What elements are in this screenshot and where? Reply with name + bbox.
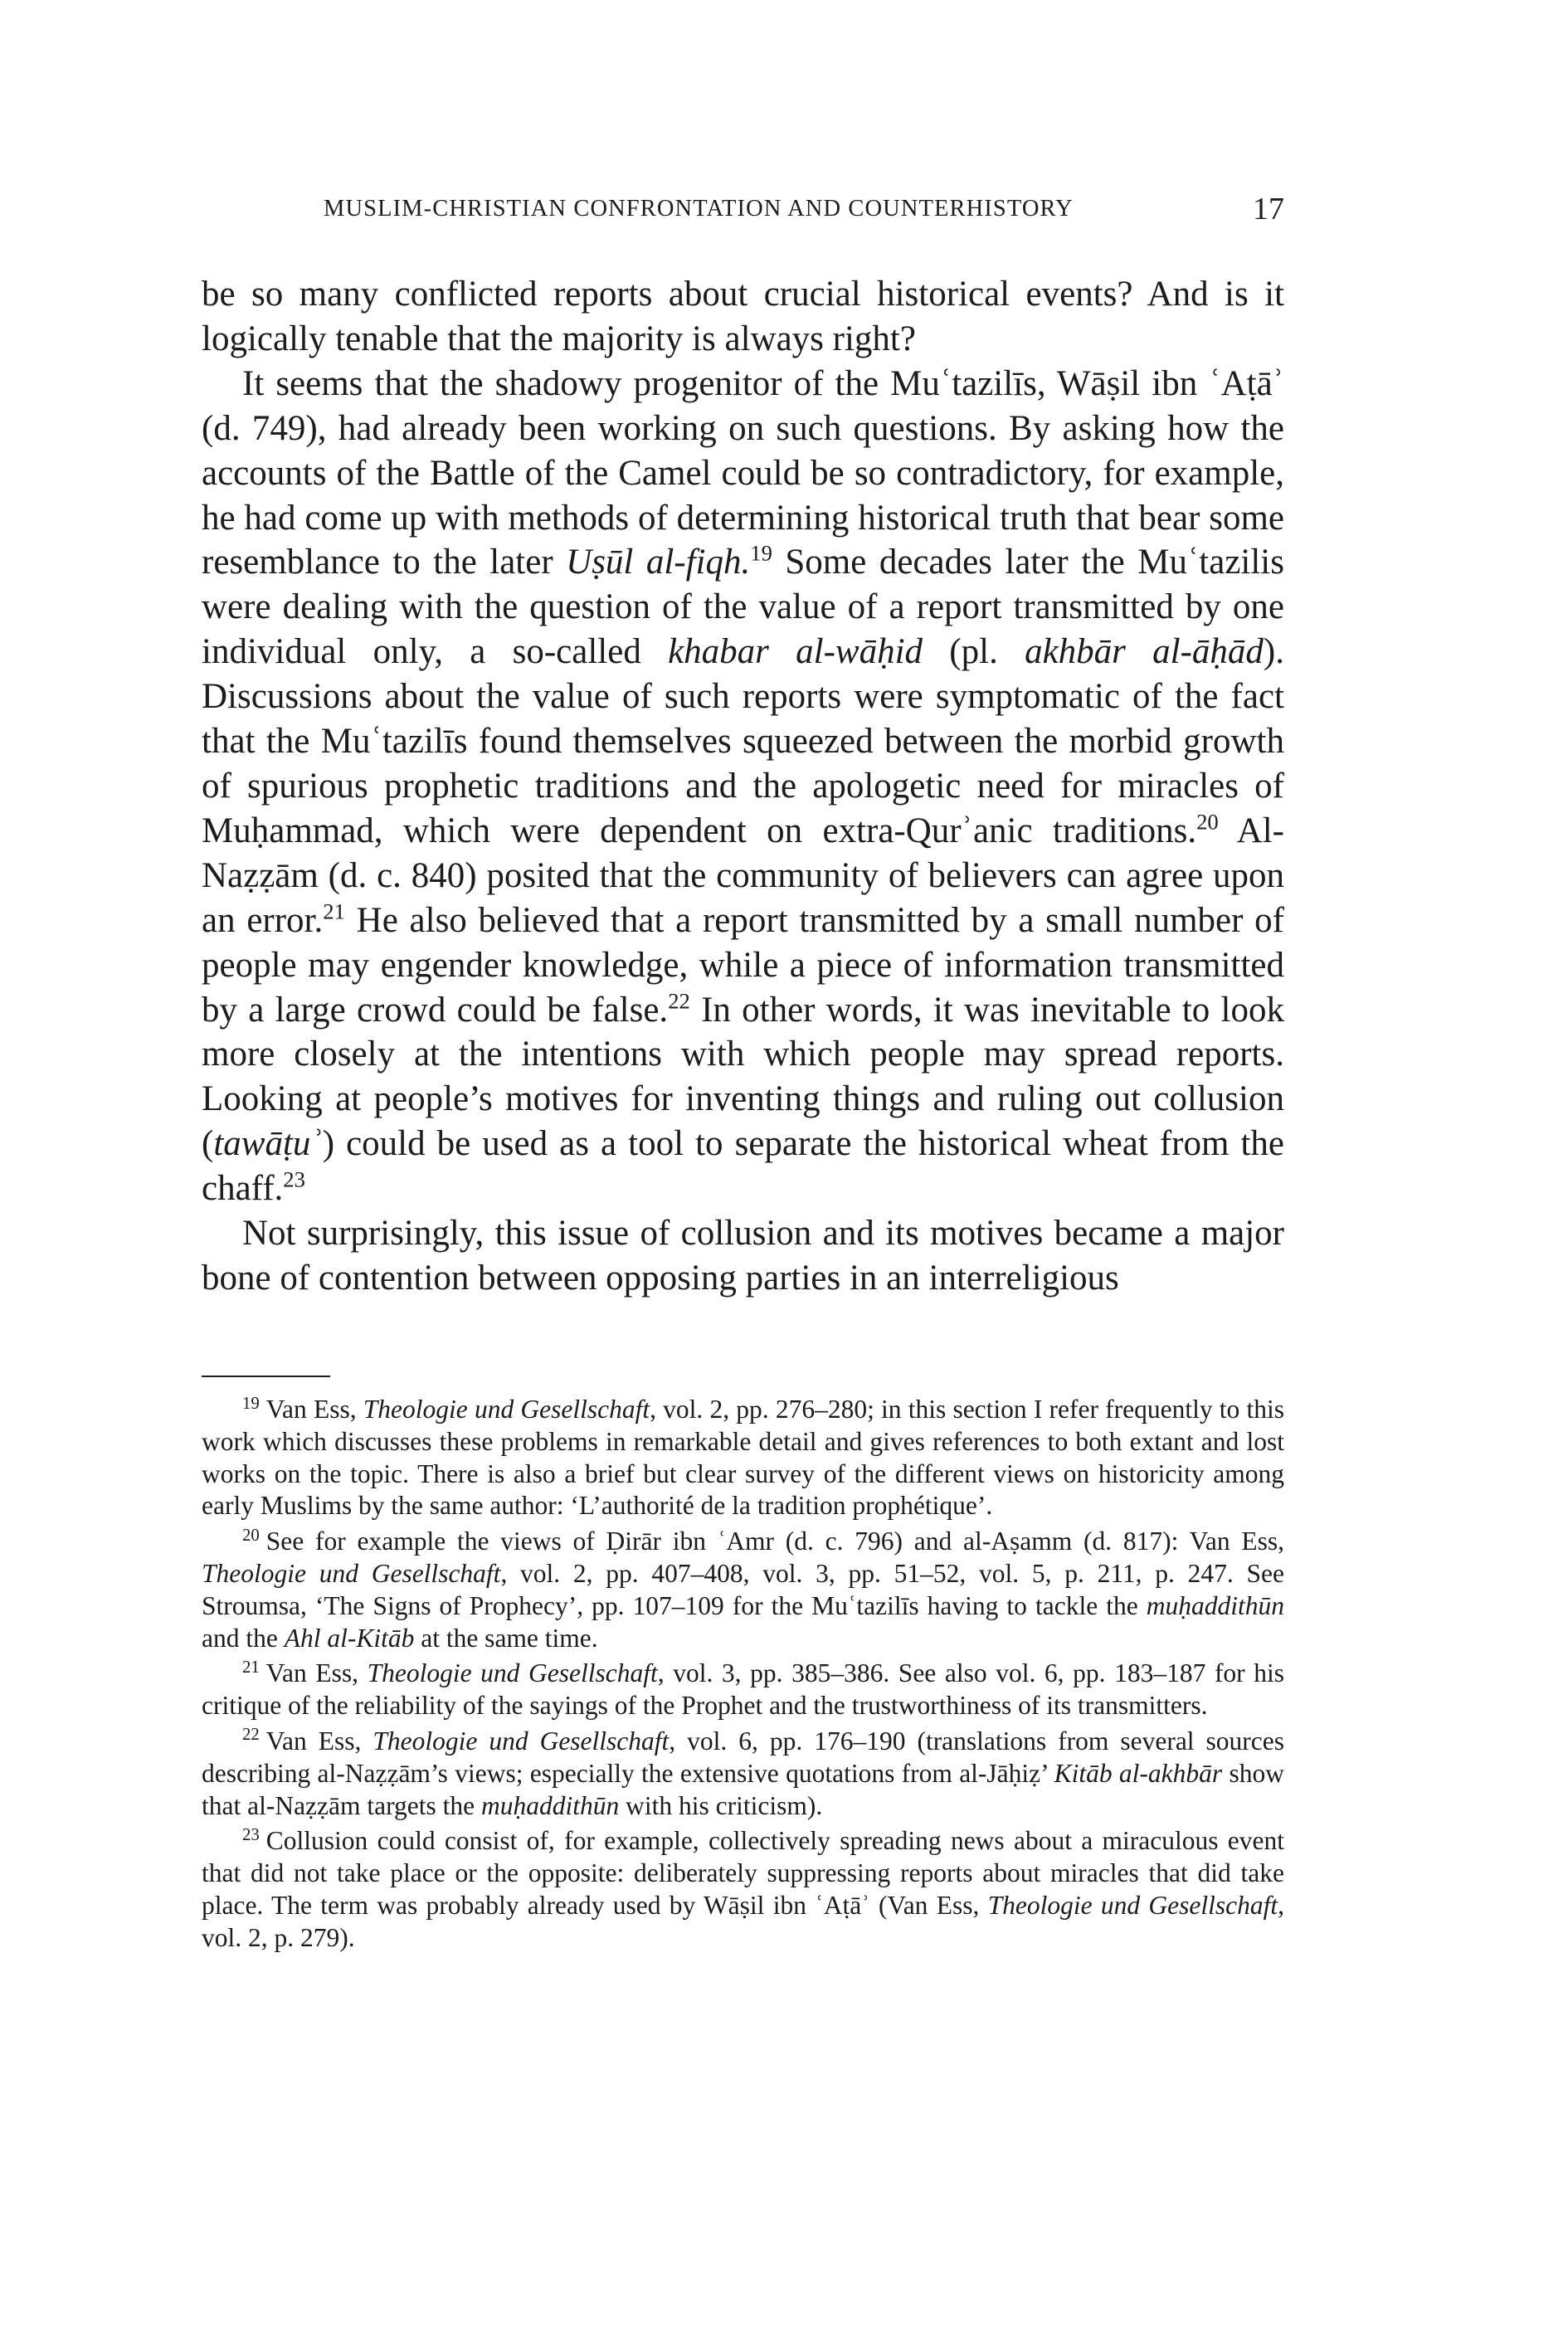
- footnote-ref-21[interactable]: 21: [323, 898, 345, 924]
- text-run: with his criticism).: [619, 1790, 823, 1820]
- italic-term: Ahl al-Kitāb: [284, 1623, 415, 1653]
- italic-term: tawāṭuʾ: [213, 1124, 323, 1164]
- footnotes: [202, 1394, 1284, 1958]
- footnote-22: [202, 1726, 1284, 1822]
- footnote-ref-20[interactable]: 20: [1196, 809, 1219, 835]
- text-run: , vol. 6, pp. 176–190 (translations from several sources describing al-Naẓẓām’s views; especially the extensive quotations from al-Jāḥiẓ’: [202, 1726, 1285, 1788]
- footnote-19: [202, 1394, 1284, 1522]
- text-run: Van Ess,: [265, 1726, 373, 1755]
- text-run: Not surprisingly, this issue of collusion and its motives became a major bone of contention between opposing parties in an interreligious: [202, 1214, 1284, 1298]
- text-run: Van Ess,: [265, 1658, 368, 1688]
- text-run: , vol. 2, pp. 276–280; in this section I refer frequently to this work which discusses these problems in remarkable detail and gives references to both extant and lost works on the topic. There is also a brief but clear survey of the different views on historicity among early Muslims by the same author: ‘L’authorité de la tradition prophétique’.: [202, 1395, 1284, 1521]
- paragraph-3: [202, 1211, 1284, 1301]
- running-head: MUSLIM-CHRISTIAN CONFRONTATION AND COUNTERHISTORY: [324, 196, 1074, 222]
- text-run: , vol. 2, p. 279).: [202, 1890, 1284, 1952]
- italic-term: akhbār al-āḥād: [1025, 632, 1264, 672]
- paragraph-2: [202, 362, 1284, 1211]
- text-run: , vol. 2, pp. 407–408, vol. 3, pp. 51–52, vol. 5, p. 211, p. 247. See Stroumsa, ‘The Signs of Prophecy’, pp. 107–109 for the Muʿtazilīs having to tackle the: [202, 1558, 1284, 1620]
- text-run: ) could be used as a tool to separate the historical wheat from the chaff.: [202, 1124, 1284, 1209]
- text-run: at the same time.: [414, 1623, 598, 1653]
- text-run: In other words, it was inevitable to look more closely at the intentions with which people may spread reports. Looking at people’s motives for inventing things and ruling out collusion (: [202, 990, 1284, 1164]
- italic-title: Kitāb al-akhbār: [1054, 1758, 1223, 1788]
- text-run: ). Discussions about the value of such reports were symptomatic of the fact that the Muʿtazilīs found themselves squeezed between the morbid growth of spurious prophetic traditions and the apologetic need for miracles of Muḥammad, which were dependent on extra-Qurʾanic traditions.: [202, 632, 1284, 850]
- footnote-20: [202, 1526, 1284, 1654]
- text-run: Some decades later the Muʿtazilis were dealing with the question of the value of a report transmitted by one individual only, a so-called: [202, 543, 1284, 672]
- text-run: Collusion could consist of, for example, collectively spreading news about a miraculous event that did not take place or the opposite: deliberately suppressing reports about miracles that did take place. The term was probably already used by Wāṣil ibn ʿAṭāʾ (Van Ess,: [202, 1826, 1284, 1920]
- footnote-ref-19[interactable]: 19: [750, 541, 772, 567]
- text-run: (pl.: [923, 632, 1025, 672]
- footnote-ref-23[interactable]: 23: [283, 1166, 305, 1192]
- italic-title: Theologie und Gesellschaft: [202, 1558, 501, 1588]
- italic-term: muḥaddithūn: [1146, 1590, 1284, 1620]
- italic-term: khabar al-wāḥid: [668, 632, 923, 672]
- footnote-number: 19: [242, 1393, 260, 1413]
- text-run: It seems that the shadowy progenitor of the Muʿtazilīs, Wāṣil ibn ʿAṭāʾ (d. 749), had already been working on such questions. By asking how the accounts of the Battle of the Camel could be so contradictory, for example, he had come up with methods of determining historical truth that bear some resemblance to the later: [202, 363, 1284, 582]
- footnote-ref-22[interactable]: 22: [668, 988, 690, 1014]
- main-text: [202, 272, 1284, 1301]
- italic-title: Theologie und Gesellschaft: [363, 1395, 650, 1424]
- footnote-number: 20: [242, 1525, 260, 1545]
- footnote-number: 22: [242, 1725, 260, 1745]
- text-run: He also believed that a report transmitted by a small number of people may engender knowledge, while a piece of information transmitted by a large crowd could be false.: [202, 900, 1284, 1030]
- page-header: [202, 192, 1284, 237]
- text-run: show that al-Naẓẓām targets the: [202, 1758, 1284, 1820]
- text-run: be so many conflicted reports about crucial historical events? And is it logically tenable that the majority is always right?: [202, 275, 1284, 358]
- text-run: , vol. 3, pp. 385–386. See also vol. 6, pp. 183–187 for his critique of the reliability of the sayings of the Prophet and the trustworthiness of its transmitters.: [202, 1658, 1285, 1721]
- footnote-number: 21: [242, 1657, 260, 1677]
- page-number: 17: [1253, 192, 1284, 226]
- footnote-21: [202, 1658, 1284, 1722]
- italic-title: Theologie und Gesellschaft: [367, 1658, 658, 1688]
- footnote-number: 23: [242, 1824, 260, 1844]
- italic-term: muḥaddithūn: [481, 1790, 620, 1820]
- paragraph-1: [202, 272, 1284, 362]
- text-run: and the: [202, 1623, 285, 1653]
- italic-term: Uṣūl al-fiqh.: [566, 543, 751, 582]
- italic-title: Theologie und Gesellschaft: [373, 1726, 670, 1755]
- footnote-divider: [202, 1376, 330, 1377]
- text-run: Al-Naẓẓām (d. c. 840) posited that the community of believers can agree upon an error.: [202, 811, 1285, 940]
- text-run: See for example the views of Ḍirār ibn ʿAmr (d. c. 796) and al-Aṣamm (d. 817): Van Ess,: [265, 1527, 1284, 1556]
- footnote-23: [202, 1825, 1284, 1954]
- italic-title: Theologie und Gesellschaft: [987, 1890, 1278, 1920]
- text-run: Van Ess,: [265, 1395, 363, 1424]
